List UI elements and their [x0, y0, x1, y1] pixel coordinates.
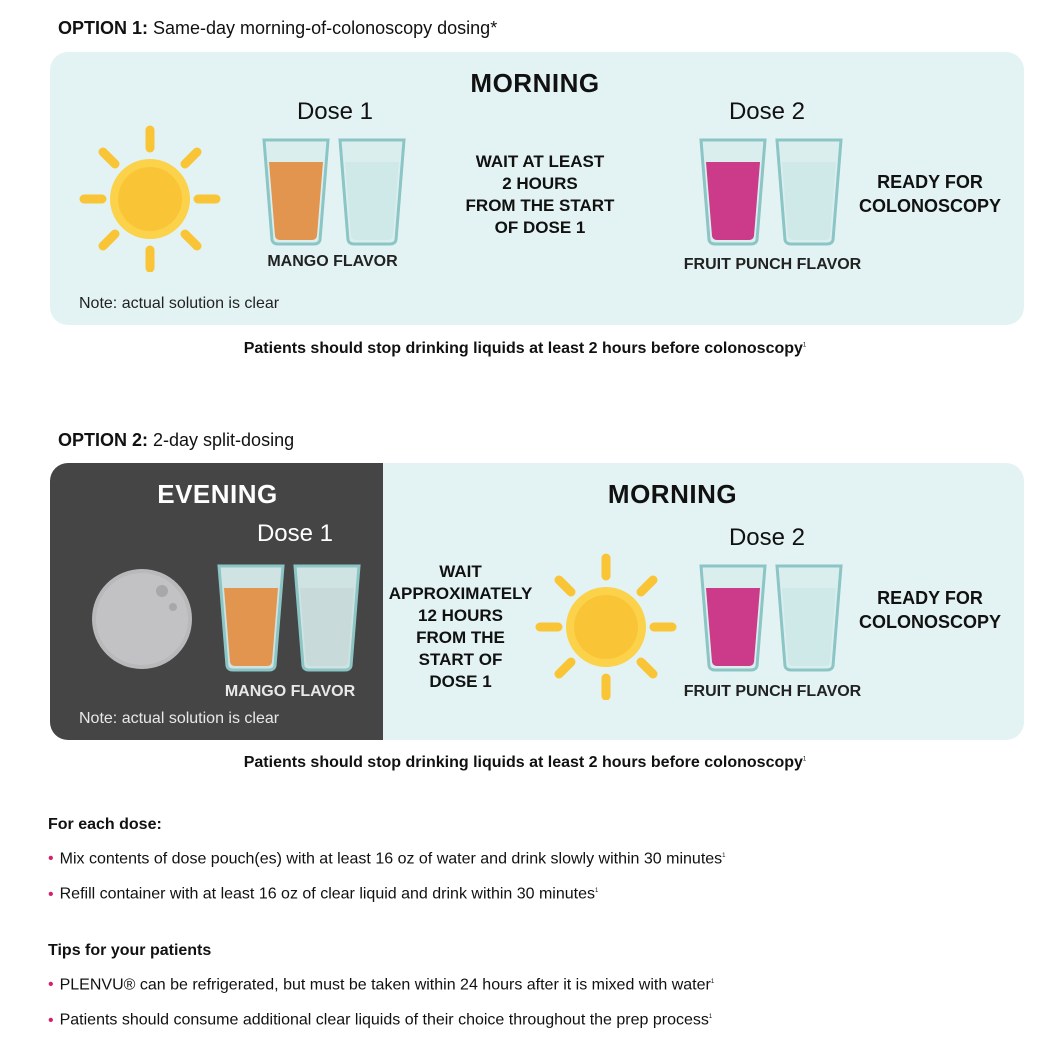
each-dose-title: For each dose:: [48, 816, 162, 833]
option1-stop-text: Patients should stop drinking liquids at least 2 hours before colonoscopy$^1$: [243, 340, 807, 357]
option2-dose2-flavor: FRUIT PUNCH FLAVOR: [683, 683, 862, 700]
option2-evening-heading: EVENING: [157, 479, 278, 509]
sun-icon: [534, 550, 679, 700]
option1-dose1-flavor: MANGO FLAVOR: [267, 253, 398, 270]
tips-list: [48, 966, 1038, 1037]
option1-dose2-flavor: FRUIT PUNCH FLAVOR: [683, 256, 862, 273]
list-item: • Patients should consume additional clear liquids of their choice throughout the prep process$^1$: [48, 1011, 713, 1029]
each-dose-list: [48, 840, 1038, 911]
option2-title: OPTION 2: 2-day split-dosing: [58, 430, 295, 450]
option1-dose2-label: Dose 2: [728, 98, 806, 125]
option2-dose1-label: Dose 1: [256, 520, 334, 547]
option1-title: OPTION 1: Same-day morning-of-colonoscopy dosing*: [58, 18, 498, 38]
option2-ready-text: READY FOR COLONOSCOPY: [858, 588, 1001, 632]
option1-note: Note: actual solution is clear: [79, 295, 280, 312]
glass-icon: [697, 136, 847, 248]
moon-icon: [88, 565, 196, 673]
option2-stop-text: Patients should stop drinking liquids at least 2 hours before colonoscopy$^1$: [243, 754, 807, 771]
option2-dose1-flavor: MANGO FLAVOR: [224, 683, 356, 700]
glass-icon: [260, 136, 410, 248]
list-item: • PLENVU® can be refrigerated, but must be taken within 24 hours after it is mixed with water$^1$: [48, 976, 715, 994]
option2-wait-text: WAIT APPROXIMATELY 12 HOURS FROM THE START OF DOSE 1: [388, 562, 533, 691]
option2-note: Note: actual solution is clear: [79, 710, 280, 727]
option1-ready-text: READY FOR COLONOSCOPY: [858, 172, 1001, 216]
tips-title: Tips for your patients: [48, 942, 212, 959]
sun-icon: [78, 122, 223, 272]
option1-morning-heading: MORNING: [470, 68, 600, 98]
option1-wait-text: WAIT AT LEAST 2 HOURS FROM THE START OF DOSE 1: [465, 152, 615, 237]
list-item: • Mix contents of dose pouch(es) with at least 16 oz of water and drink slowly within 30 minutes$^1$: [48, 850, 726, 868]
glass-icon: [697, 562, 847, 674]
glass-icon: [215, 562, 365, 674]
option1-dose1-label: Dose 1: [296, 98, 374, 125]
list-item: • Refill container with at least 16 oz of clear liquid and drink within 30 minutes$^1$: [48, 885, 599, 903]
option2-dose2-label: Dose 2: [728, 524, 806, 551]
option2-morning-heading: MORNING: [607, 479, 738, 509]
